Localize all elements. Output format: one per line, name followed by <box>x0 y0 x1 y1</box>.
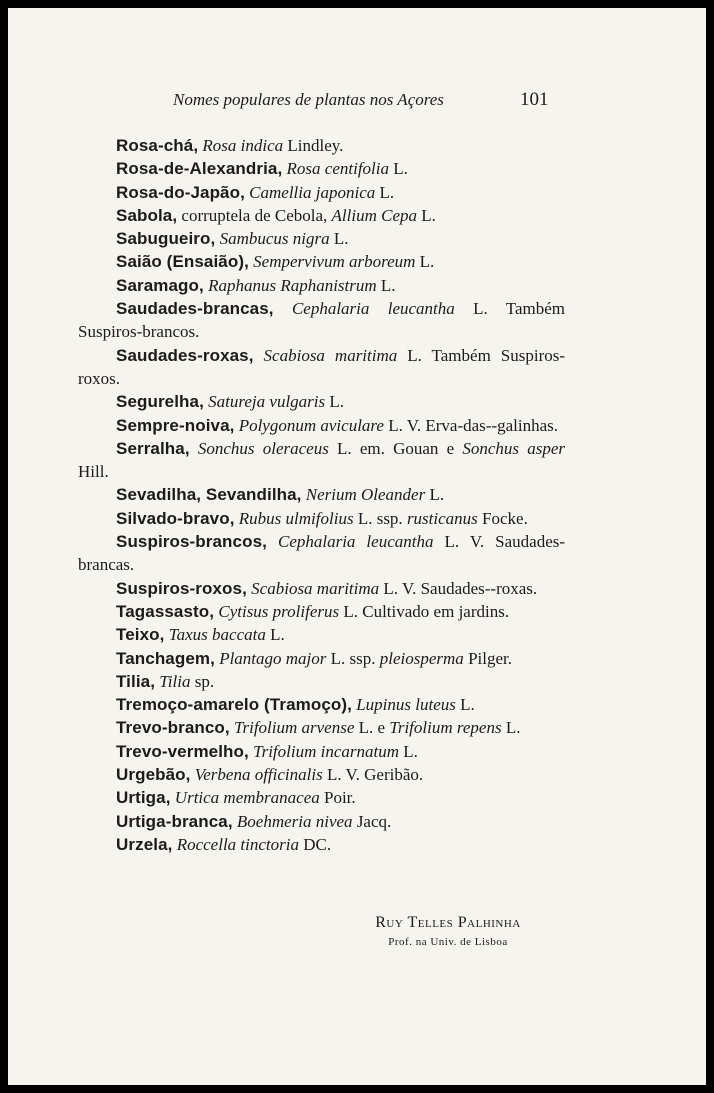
entry-scientific-name-2: pleiosperma <box>379 648 464 668</box>
entry-scientific-name: Rubus ulmifolius <box>238 508 354 528</box>
glossary-entry <box>78 204 565 227</box>
entry-scientific-name: Polygonum aviculare <box>238 415 384 435</box>
glossary-entry <box>78 740 565 763</box>
entry-headword: Urzela, <box>116 834 173 854</box>
entry-note: corruptela de Cebola, <box>177 205 332 225</box>
entry-scientific-name: Roccella tinctoria <box>176 834 299 854</box>
entry-text: L. <box>375 182 395 202</box>
glossary-entry <box>78 600 565 623</box>
glossary-entry <box>78 250 565 273</box>
entry-scientific-name-2: rusticanus <box>406 508 478 528</box>
entry-text: DC. <box>298 834 332 854</box>
entry-text: L. <box>417 205 436 225</box>
entry-scientific-name: Verbena officinalis <box>194 765 323 785</box>
entry-headword: Serralha, <box>116 438 190 458</box>
entry-text: L. em. Gouan e <box>328 438 463 458</box>
glossary-entry <box>78 647 565 670</box>
entry-headword: Sevadilha, Sevandilha, <box>116 485 302 505</box>
glossary-entry <box>78 716 565 739</box>
entry-headword: Saudades-brancas, <box>116 299 274 319</box>
entry-text-2: Hill. <box>78 462 109 482</box>
running-title: Nomes populares de plantas nos Açores <box>173 90 444 109</box>
entry-text: L. V. Geribão. <box>322 765 424 785</box>
glossary-entry <box>78 134 565 157</box>
entry-scientific-name: Sonchus oleraceus <box>197 438 329 458</box>
entry-text: L. <box>329 229 349 249</box>
entry-text: sp. <box>190 671 215 691</box>
glossary-entry <box>78 530 565 577</box>
entry-headword: Sabugueiro, <box>116 229 216 249</box>
entry-scientific-name: Scabiosa maritima <box>251 578 380 598</box>
glossary-entry <box>78 157 565 180</box>
entry-headword: Urgebão, <box>116 765 191 785</box>
entry-headword: Rosa-de-Alexandria, <box>116 159 283 179</box>
entry-scientific-name: Lupinus luteus <box>356 695 456 715</box>
entry-headword: Sabola, <box>116 205 178 225</box>
entry-text: L. V. Erva-das--galinhas. <box>383 415 559 435</box>
entry-headword: Tanchagem, <box>116 648 215 668</box>
entry-scientific-name-2: Sonchus asper <box>462 438 565 458</box>
entry-text: L. V. Saudades--roxas. <box>379 578 538 598</box>
entry-text: L. V. Saudades-brancas. <box>78 532 566 575</box>
glossary-entry <box>78 833 565 856</box>
glossary-entry <box>78 297 565 344</box>
entry-headword: Saramago, <box>116 275 204 295</box>
entry-headword: Sempre-noiva, <box>116 415 235 435</box>
glossary-entry <box>78 437 565 484</box>
entry-headword: Trevo-branco, <box>116 718 230 738</box>
entry-headword: Teixo, <box>116 625 165 645</box>
entry-scientific-name: Satureja vulgaris <box>208 392 326 412</box>
entry-text: L. <box>325 392 345 412</box>
glossary-entries <box>78 134 565 856</box>
entry-headword: Urtiga, <box>116 788 171 808</box>
entry-text: L. <box>376 275 396 295</box>
entry-headword: Urtiga-branca, <box>116 811 233 831</box>
entry-headword: Rosa-chá, <box>116 136 199 155</box>
glossary-entry <box>78 810 565 833</box>
entry-scientific-name: Sempervivum arboreum <box>253 252 416 272</box>
entry-headword: Segurelha, <box>116 392 204 412</box>
entry-text: L. <box>389 159 408 179</box>
glossary-entry <box>78 274 565 297</box>
entry-scientific-name: Trifolium arvense <box>233 718 355 738</box>
author-signature <box>328 914 568 948</box>
glossary-entry <box>78 344 565 391</box>
entry-text: L. Também Suspiros-brancos. <box>78 299 566 342</box>
entry-headword: Suspiros-roxos, <box>116 578 247 598</box>
entry-text-2: L. <box>501 718 521 738</box>
entry-scientific-name: Nerium Oleander <box>305 485 426 505</box>
entry-text: L. e <box>354 718 390 738</box>
entry-text: Lindley. <box>283 136 344 155</box>
glossary-entry <box>78 414 565 437</box>
entry-text: L. ssp. <box>326 648 380 668</box>
glossary-entry <box>78 577 565 600</box>
entry-headword: Trevo-vermelho, <box>116 741 249 761</box>
glossary-entry <box>78 623 565 646</box>
entry-scientific-name: Cephalaria leucantha <box>277 532 434 552</box>
entry-headword: Saudades-roxas, <box>116 345 254 365</box>
entry-text: L. Cultivado em jardins. <box>339 601 510 621</box>
page-header <box>8 90 706 114</box>
entry-text: L. Também Suspiros-roxos. <box>78 345 566 388</box>
entry-text: L. <box>415 252 435 272</box>
author-affiliation: Prof. na Univ. de Lisboa <box>388 936 508 948</box>
entry-text-2: Pilger. <box>463 648 512 668</box>
glossary-entry <box>78 670 565 693</box>
entry-scientific-name: Urtica membranacea <box>174 788 320 808</box>
glossary-entry <box>78 693 565 716</box>
entry-text: Jacq. <box>352 811 392 831</box>
entry-scientific-name: Scabiosa maritima <box>263 345 398 365</box>
entry-scientific-name: Boehmeria nivea <box>236 811 353 831</box>
page-number: 101 <box>520 89 549 110</box>
glossary-entry <box>78 507 565 530</box>
entry-scientific-name: Raphanus Raphanistrum <box>208 275 377 295</box>
glossary-entry <box>78 483 565 506</box>
entry-scientific-name: Camellia japonica <box>249 182 376 202</box>
entry-text: L. <box>265 625 285 645</box>
entry-text: L. ssp. <box>353 508 407 528</box>
entry-scientific-name: Plantago major <box>219 648 327 668</box>
glossary-entry <box>78 181 565 204</box>
entry-scientific-name: Allium Cepa <box>331 205 417 225</box>
entry-headword: Saião (Ensaião), <box>116 252 249 272</box>
entry-scientific-name-2: Trifolium repens <box>389 718 502 738</box>
entry-scientific-name: Sambucus nigra <box>219 229 330 249</box>
entry-scientific-name: Cytisus proliferus <box>218 601 340 621</box>
entry-scientific-name: Cephalaria leucantha <box>291 299 455 319</box>
glossary-entry <box>78 763 565 786</box>
entry-text: L. <box>399 741 418 761</box>
entry-scientific-name: Tilia <box>159 671 191 691</box>
entry-text-2: Focke. <box>477 508 528 528</box>
entry-headword: Silvado-bravo, <box>116 508 235 528</box>
entry-text: L. <box>425 485 445 505</box>
entry-scientific-name: Rosa centifolia <box>286 159 389 179</box>
entry-scientific-name: Rosa indica <box>202 136 284 155</box>
glossary-entry <box>78 227 565 250</box>
entry-scientific-name: Trifolium incarnatum <box>253 741 400 761</box>
entry-headword: Suspiros-brancos, <box>116 532 267 552</box>
entry-headword: Tagassasto, <box>116 601 215 621</box>
book-page <box>8 8 706 1085</box>
entry-text: L. <box>455 695 475 715</box>
entry-headword: Rosa-do-Japão, <box>116 182 245 202</box>
entry-headword: Tremoço-amarelo (Tramoço), <box>116 695 352 715</box>
glossary-entry <box>78 786 565 809</box>
entry-scientific-name: Taxus baccata <box>168 625 266 645</box>
author-name: Ruy Telles Palhinha <box>375 914 521 931</box>
entry-text: Poir. <box>319 788 356 808</box>
entry-headword: Tilia, <box>116 671 156 691</box>
glossary-entry <box>78 390 565 413</box>
